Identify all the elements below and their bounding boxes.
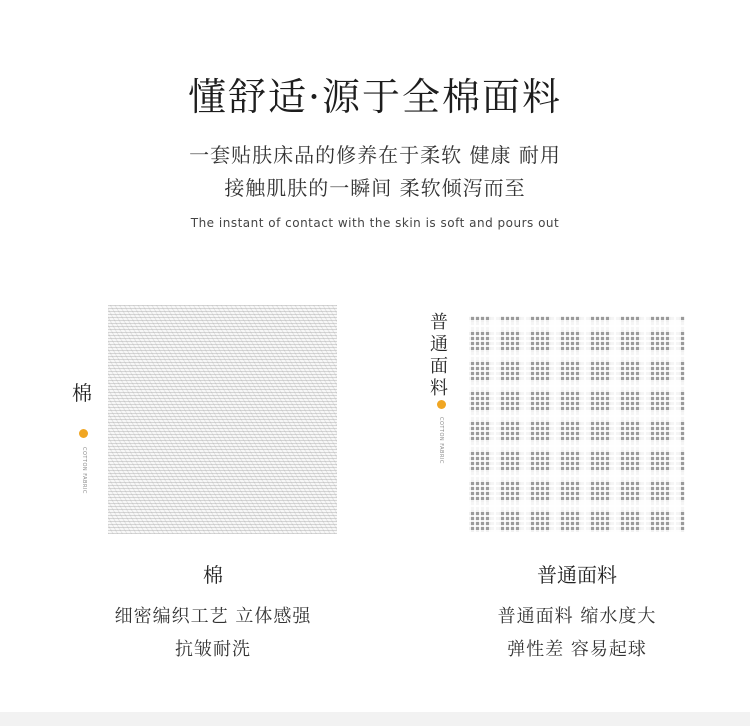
bottom-band [0, 712, 750, 726]
page-title: 懂舒适·源于全棉面料 [187, 75, 563, 119]
cotton-fabric-tiny-text: COTTON FABRIC [81, 447, 87, 494]
normal-side-label: 普通面料 [430, 312, 448, 399]
normal-caption-line-1: 普通面料 缩水度大 [497, 606, 657, 627]
cotton-side-label: 棉 [72, 381, 92, 405]
normal-caption-title: 普通面料 [537, 563, 617, 587]
english-tagline: The instant of contact with the skin is soft and pours out [190, 216, 560, 230]
subtitle-line-1: 一套贴肤床品的修养在于柔软 健康 耐用 [189, 143, 561, 167]
subtitle-line-2: 接触肌肤的一瞬间 柔软倾泻而至 [224, 176, 526, 200]
normal-accent-dot [437, 400, 446, 409]
cotton-caption-title: 棉 [203, 563, 223, 587]
cotton-accent-dot [79, 429, 88, 438]
normal-caption-line-2: 弹性差 容易起球 [507, 639, 647, 660]
cotton-fabric-swatch [108, 305, 337, 534]
normal-fabric-tiny-text: COTTON FABRIC [438, 417, 444, 464]
cotton-caption-line-1: 细密编织工艺 立体感强 [114, 606, 312, 627]
cotton-caption-line-2: 抗皱耐洗 [175, 639, 251, 660]
normal-fabric-swatch [469, 316, 685, 532]
